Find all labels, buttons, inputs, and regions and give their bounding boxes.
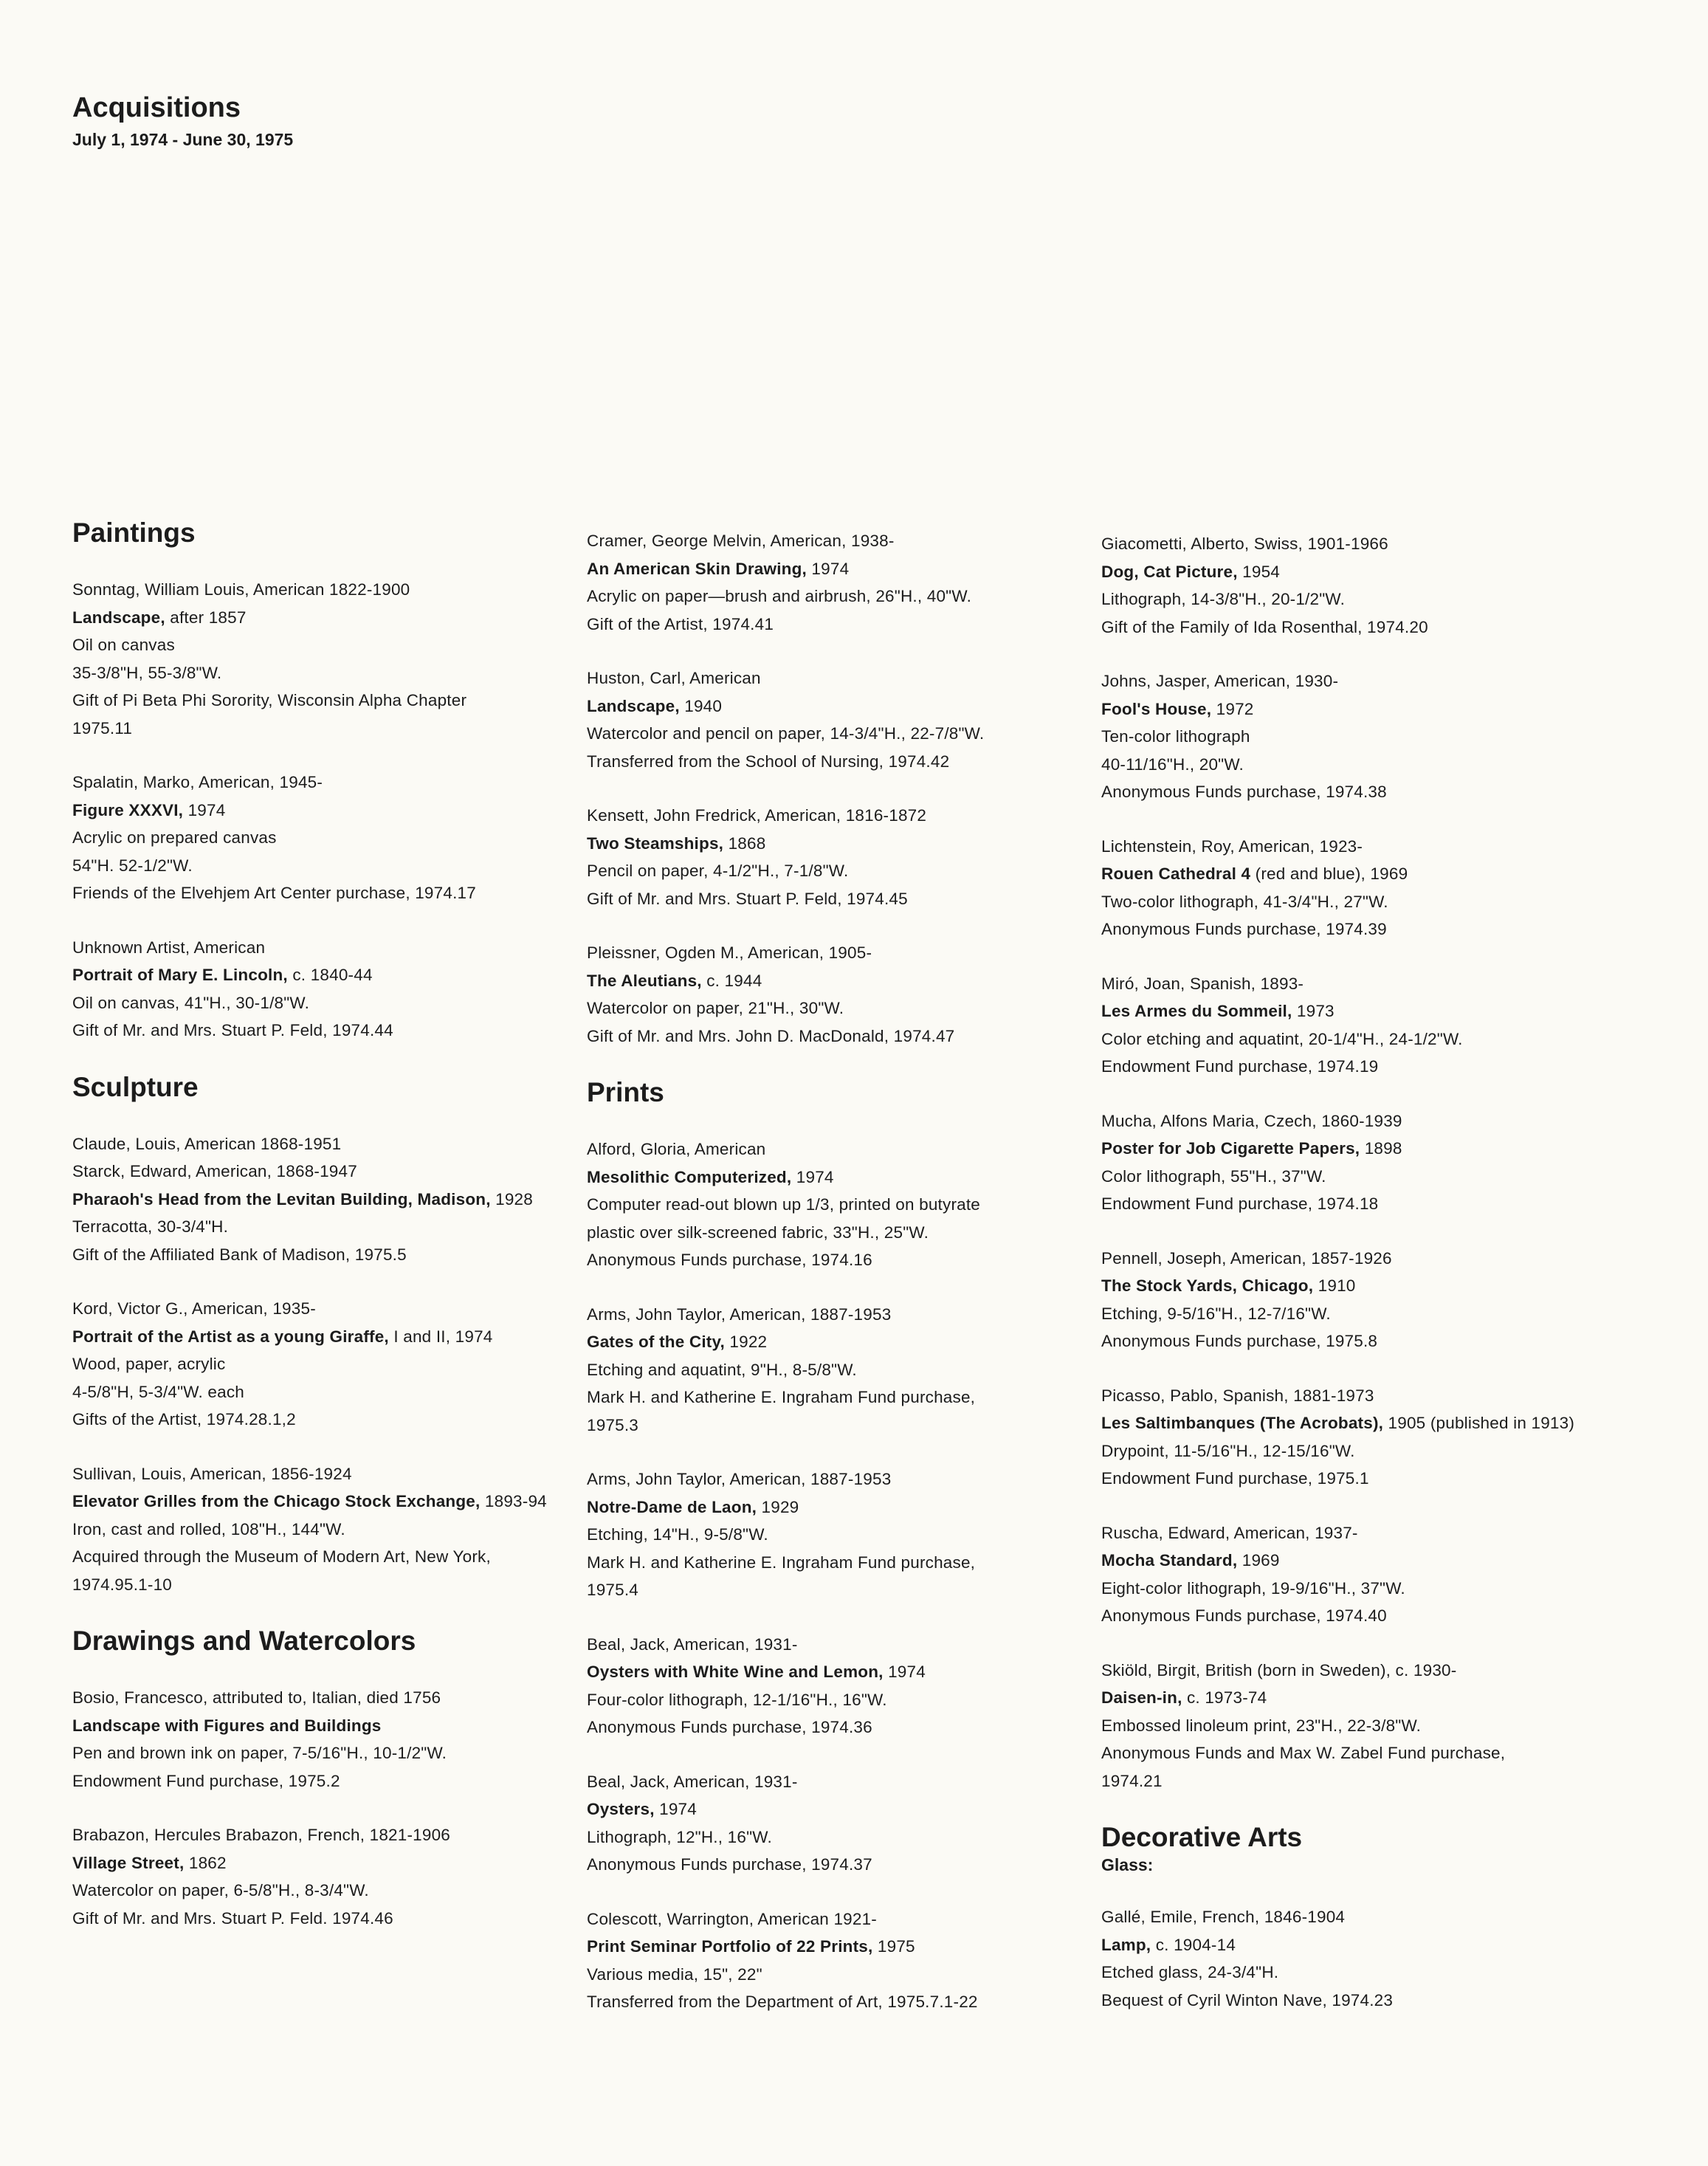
title-line [1101,1931,1618,1959]
artwork-date: 1974 [654,1800,697,1818]
detail-line: Pencil on paper, 4-1/2"H., 7-1/8"W. [587,862,849,880]
artwork-date: 1974 [883,1663,926,1681]
artwork-title: Landscape, [72,608,165,627]
acquisition-entry [587,1768,1089,1879]
artist-line: Ruscha, Edward, American, 1937- [1101,1523,1358,1542]
detail-line: plastic over silk-screened fabric, 33"H., 25"W. [587,1223,929,1242]
detail-line: Terracotta, 30-3/4"H. [72,1217,229,1236]
title-line [1101,860,1618,888]
artwork-date: 1974 [791,1167,834,1186]
artwork-date: c. 1904-14 [1151,1935,1236,1954]
artist-line: Pennell, Joseph, American, 1857-1926 [1101,1248,1392,1268]
section-heading: Prints [587,1077,664,1107]
detail-line: 1975.3 [587,1415,639,1434]
detail-line: Endowment Fund purchase, 1974.19 [1101,1057,1379,1076]
detail-line: Ten-color lithograph [1101,727,1250,746]
detail-line: Gift of Mr. and Mrs. John D. MacDonald, 1974.47 [587,1026,955,1045]
title-line [587,1933,1089,1961]
detail-line: Transferred from the School of Nursing, 1974.42 [587,752,950,771]
artwork-date: 1974 [183,800,226,819]
section-subheading: Glass: [1101,1855,1154,1874]
artwork-title: Mocha Standard, [1101,1551,1238,1570]
acquisition-entry [1101,1245,1618,1355]
detail-line: Mark H. and Katherine E. Ingraham Fund purchase, [587,1553,976,1572]
detail-line: Anonymous Funds purchase, 1974.16 [587,1251,872,1269]
detail-line: Transferred from the Department of Art, 1975.7.1-22 [587,1993,978,2011]
acquisition-entry [72,1821,574,1932]
artwork-date: 1940 [679,696,723,715]
artwork-date: after 1857 [165,608,247,627]
detail-line: Color lithograph, 55"H., 37"W. [1101,1166,1326,1186]
acquisition-entry [587,1135,1089,1274]
artwork-title: Elevator Grilles from the Chicago Stock Exchange, [72,1492,481,1510]
acquisition-entry [72,934,574,1045]
artwork-title: Oysters, [587,1800,655,1818]
artwork-date: 1972 [1211,699,1254,718]
detail-line: Computer read-out blown up 1/3, printed on butyrate [587,1195,981,1214]
title-line [1101,1135,1618,1163]
artwork-date: 1893-94 [480,1492,547,1510]
artwork-title: Lamp, [1101,1935,1151,1954]
artwork-date: c. 1944 [701,971,762,990]
title-line [1101,558,1618,586]
detail-line: Endowment Fund purchase, 1975.1 [1101,1469,1369,1488]
detail-line: Bequest of Cyril Winton Nave, 1974.23 [1101,1990,1394,2009]
artist-line: Bosio, Francesco, attributed to, Italian, died 1756 [72,1688,441,1707]
section-heading: Decorative Arts [1101,1822,1303,1852]
detail-line: Anonymous Funds purchase, 1974.39 [1101,920,1387,938]
section-heading: Sculpture [72,1071,199,1102]
acquisition-entry [1101,1519,1618,1630]
detail-line: Acrylic on paper—brush and airbrush, 26"H., 40"W. [587,587,972,605]
artist-line: Huston, Carl, American [587,669,761,687]
artwork-date: I and II, 1974 [388,1327,493,1346]
acquisition-entry [1101,970,1618,1081]
section-heading: Paintings [72,518,196,548]
artwork-date: 1910 [1313,1276,1356,1295]
detail-line: Watercolor on paper, 21"H., 30"W. [587,999,844,1017]
artist-line: Beal, Jack, American, 1931- [587,1772,798,1791]
detail-line: Gift of Pi Beta Phi Sorority, Wisconsin Alpha Chapter [72,691,467,709]
title-line [72,1712,574,1740]
artist-line: Beal, Jack, American, 1931- [587,1634,798,1654]
detail-line: Pen and brown ink on paper, 7-5/16"H., 10-1/2"W. [72,1744,447,1762]
acquisition-entry [587,1301,1089,1440]
title-line [72,1849,574,1877]
artwork-date: 1922 [724,1333,768,1351]
artist-line: Mucha, Alfons Maria, Czech, 1860-1939 [1101,1111,1402,1130]
artist-line: Alford, Gloria, American [587,1140,766,1158]
artist-line: Starck, Edward, American, 1868-1947 [72,1162,357,1180]
detail-line: Various media, 15", 22" [587,1964,762,1984]
artwork-title: Les Saltimbanques (The Acrobats), [1101,1414,1384,1432]
detail-line: Eight-color lithograph, 19-9/16"H., 37"W. [1101,1578,1405,1598]
acquisition-entry [1101,1657,1618,1795]
artist-line: Pleissner, Ogden M., American, 1905- [587,943,872,962]
detail-line: Etching, 14"H., 9-5/8"W. [587,1525,768,1544]
acquisition-entry [587,939,1089,1050]
artwork-title: Landscape, [587,696,680,715]
artwork-title: Fool's House, [1101,699,1212,718]
page-header [72,90,293,150]
detail-line: Gift of the Affiliated Bank of Madison, 1975.5 [72,1245,407,1264]
detail-line: Oil on canvas [72,636,175,654]
artwork-date: 1868 [723,833,766,853]
detail-line: Iron, cast and rolled, 108"H., 144"W. [72,1519,345,1538]
artist-line: Arms, John Taylor, American, 1887-1953 [587,1304,892,1324]
detail-line: Lithograph, 12"H., 16"W. [587,1827,772,1846]
artwork-title: Figure XXXVI, [72,800,184,819]
detail-line: Mark H. and Katherine E. Ingraham Fund purchase, [587,1388,976,1406]
artwork-title: Dog, Cat Picture, [1101,562,1238,581]
artwork-title: Portrait of the Artist as a young Giraffe, [72,1327,389,1346]
artist-line: Kensett, John Fredrick, American, 1816-1872 [587,806,927,825]
title-line [587,692,1089,721]
artwork-date: 1905 (published in 1913) [1383,1414,1575,1432]
artist-line: Cramer, George Melvin, American, 1938- [587,532,895,550]
artwork-date: 1928 [490,1189,533,1209]
date-range: July 1, 1974 - June 30, 1975 [72,130,294,149]
artwork-title: Notre-Dame de Laon, [587,1497,757,1516]
detail-line: Friends of the Elvehjem Art Center purchase, 1974.17 [72,884,476,902]
detail-line: Etching and aquatint, 9"H., 8-5/8"W. [587,1360,857,1379]
detail-line: Drypoint, 11-5/16"H., 12-15/16"W. [1101,1441,1355,1460]
title-line [1101,695,1618,723]
acquisition-entry [72,1295,574,1434]
detail-line: 40-11/16"H., 20"W. [1101,754,1244,774]
detail-line: Gift of Mr. and Mrs. Stuart P. Feld. 1974.46 [72,1908,393,1928]
artist-line: Arms, John Taylor, American, 1887-1953 [587,1470,892,1488]
artist-line: Sonntag, William Louis, American 1822-1900 [72,580,410,599]
detail-line: Anonymous Funds purchase, 1974.36 [587,1718,872,1736]
detail-line: Watercolor and pencil on paper, 14-3/4"H., 22-7/8"W. [587,724,985,743]
acquisition-entry [587,664,1089,775]
column-2 [587,527,1089,2043]
artist-line: Colescott, Warrington, American 1921- [587,1909,877,1928]
acquisition-entry [1101,1107,1618,1218]
artist-line: Johns, Jasper, American, 1930- [1101,672,1339,690]
acquisition-entry [72,1130,574,1269]
detail-line: Two-color lithograph, 41-3/4"H., 27"W. [1101,892,1388,911]
detail-line: Gift of the Family of Ida Rosenthal, 1974.20 [1101,617,1428,636]
column-3 [1101,530,1618,2040]
title-line [587,1795,1089,1823]
acquisition-entry [1101,1382,1618,1493]
title-line [587,967,1089,995]
title-line [587,1658,1089,1686]
detail-line: Endowment Fund purchase, 1974.18 [1101,1194,1379,1213]
acquisition-entry [587,802,1089,912]
artist-line: Picasso, Pablo, Spanish, 1881-1973 [1101,1386,1374,1405]
detail-line: Watercolor on paper, 6-5/8"H., 8-3/4"W. [72,1881,369,1899]
detail-line: 35-3/8"H, 55-3/8"W. [72,663,222,682]
detail-line: Anonymous Funds purchase, 1974.37 [587,1855,872,1874]
title-line [72,1323,574,1351]
artist-line: Giacometti, Alberto, Swiss, 1901-1966 [1101,534,1388,553]
artwork-title: An American Skin Drawing, [587,559,807,578]
title-line [1101,997,1618,1025]
detail-line: Anonymous Funds purchase, 1974.38 [1101,783,1387,801]
detail-line: 1974.21 [1101,1771,1163,1790]
detail-line: Anonymous Funds purchase, 1975.8 [1101,1332,1378,1350]
artwork-title: Village Street, [72,1853,185,1872]
artist-line: Skiöld, Birgit, British (born in Sweden), c. 1930- [1101,1660,1457,1679]
acquisition-entry [587,1631,1089,1742]
title-line [587,1493,1089,1522]
artist-line: Brabazon, Hercules Brabazon, French, 1821-1906 [72,1826,451,1844]
artwork-title: Gates of the City, [587,1333,725,1351]
title-line [1101,1684,1618,1712]
acquisition-entry [72,1460,574,1599]
artwork-title: The Stock Yards, Chicago, [1101,1276,1314,1295]
acquisition-entry [72,1684,574,1795]
detail-line: Color etching and aquatint, 20-1/4"H., 24-1/2"W. [1101,1029,1463,1048]
acquisition-entry [587,527,1089,638]
artwork-title: Mesolithic Computerized, [587,1167,792,1186]
artist-line: Miró, Joan, Spanish, 1893- [1101,974,1304,993]
artwork-title: The Aleutians, [587,971,702,990]
artwork-title: Rouen Cathedral 4 [1101,864,1251,883]
detail-line: Four-color lithograph, 12-1/16"H., 16"W. [587,1690,887,1709]
artist-line: Kord, Victor G., American, 1935- [72,1299,316,1318]
detail-line: Etching, 9-5/16"H., 12-7/16"W. [1101,1304,1331,1323]
title-line [72,1488,574,1516]
artist-line: Lichtenstein, Roy, American, 1923- [1101,836,1363,856]
column-1 [72,517,574,1959]
acquisition-entry [587,1905,1089,2016]
artwork-title: Two Steamships, [587,833,724,853]
section-heading: Drawings and Watercolors [72,1626,416,1656]
acquisition-entry [72,769,574,907]
artist-line: Gallé, Emile, French, 1846-1904 [1101,1908,1346,1926]
acquisition-entry [587,1465,1089,1604]
artwork-date: 1929 [757,1497,799,1516]
artwork-date: 1969 [1237,1551,1280,1570]
acquisition-entry [1101,667,1618,806]
title-line [587,1328,1089,1356]
detail-line: Etched glass, 24-3/4"H. [1101,1963,1279,1981]
detail-line: Wood, paper, acrylic [72,1355,226,1373]
artwork-date: 1974 [806,559,850,578]
detail-line: Gift of Mr. and Mrs. Stuart P. Feld, 1974.44 [72,1021,393,1039]
acquisition-entry [1101,833,1618,943]
title-line [72,604,574,632]
detail-line: Lithograph, 14-3/8"H., 20-1/2"W. [1101,590,1346,608]
artwork-title: Daisen-in, [1101,1688,1182,1707]
artist-line: Claude, Louis, American 1868-1951 [72,1134,342,1153]
title-line [72,797,574,825]
artwork-date: 1898 [1360,1139,1402,1158]
page-title: Acquisitions [72,92,241,123]
title-line [1101,1272,1618,1300]
detail-line: 1975.11 [72,718,133,738]
artwork-date: c. 1840-44 [287,966,373,984]
artwork-title: Oysters with White Wine and Lemon, [587,1663,884,1681]
artwork-title: Les Armes du Sommeil, [1101,1002,1292,1020]
artist-line: Sullivan, Louis, American, 1856-1924 [72,1464,352,1483]
artwork-date: 1973 [1292,1002,1335,1020]
detail-line: Endowment Fund purchase, 1975.2 [72,1771,340,1790]
artwork-title: Landscape with Figures and Buildings [72,1716,382,1735]
acquisition-entry [72,576,574,742]
detail-line: Anonymous Funds and Max W. Zabel Fund purchase, [1101,1744,1506,1762]
title-line [587,555,1089,583]
detail-line: Acrylic on prepared canvas [72,828,277,847]
detail-line: 54"H. 52-1/2"W. [72,856,193,875]
detail-line: Embossed linoleum print, 23"H., 22-3/8"W. [1101,1716,1422,1735]
detail-line: Gift of the Artist, 1974.41 [587,614,774,633]
artist-line: Spalatin, Marko, American, 1945- [72,773,323,791]
artist-line: Unknown Artist, American [72,938,266,957]
detail-line: Gifts of the Artist, 1974.28.1,2 [72,1410,296,1428]
detail-line: 1974.95.1-10 [72,1575,173,1594]
title-line [72,1186,574,1214]
artwork-title: Poster for Job Cigarette Papers, [1101,1139,1360,1158]
artwork-date: c. 1973-74 [1182,1688,1267,1707]
artwork-date: 1975 [872,1937,915,1956]
title-line [587,1163,1089,1192]
artwork-date: (red and blue), 1969 [1250,864,1408,883]
acquisition-entry [1101,530,1618,641]
acquisition-entry [1101,1903,1618,2014]
title-line [72,961,574,989]
detail-line: Gift of Mr. and Mrs. Stuart P. Feld, 1974.45 [587,889,908,908]
detail-line: Anonymous Funds purchase, 1974.40 [1101,1606,1387,1625]
artwork-date: 1954 [1237,562,1280,581]
artwork-title: Print Seminar Portfolio of 22 Prints, [587,1937,873,1956]
title-line [1101,1547,1618,1575]
title-line [1101,1409,1618,1437]
detail-line: 4-5/8"H, 5-3/4"W. each [72,1382,244,1401]
title-line [587,830,1089,858]
artwork-title: Pharaoh's Head from the Levitan Building, Madison, [72,1189,491,1209]
detail-line: Oil on canvas, 41"H., 30-1/8"W. [72,993,310,1012]
artwork-title: Portrait of Mary E. Lincoln, [72,966,288,984]
detail-line: 1975.4 [587,1581,639,1599]
detail-line: Acquired through the Museum of Modern Art, New York, [72,1547,491,1566]
artwork-date: 1862 [184,1853,227,1872]
